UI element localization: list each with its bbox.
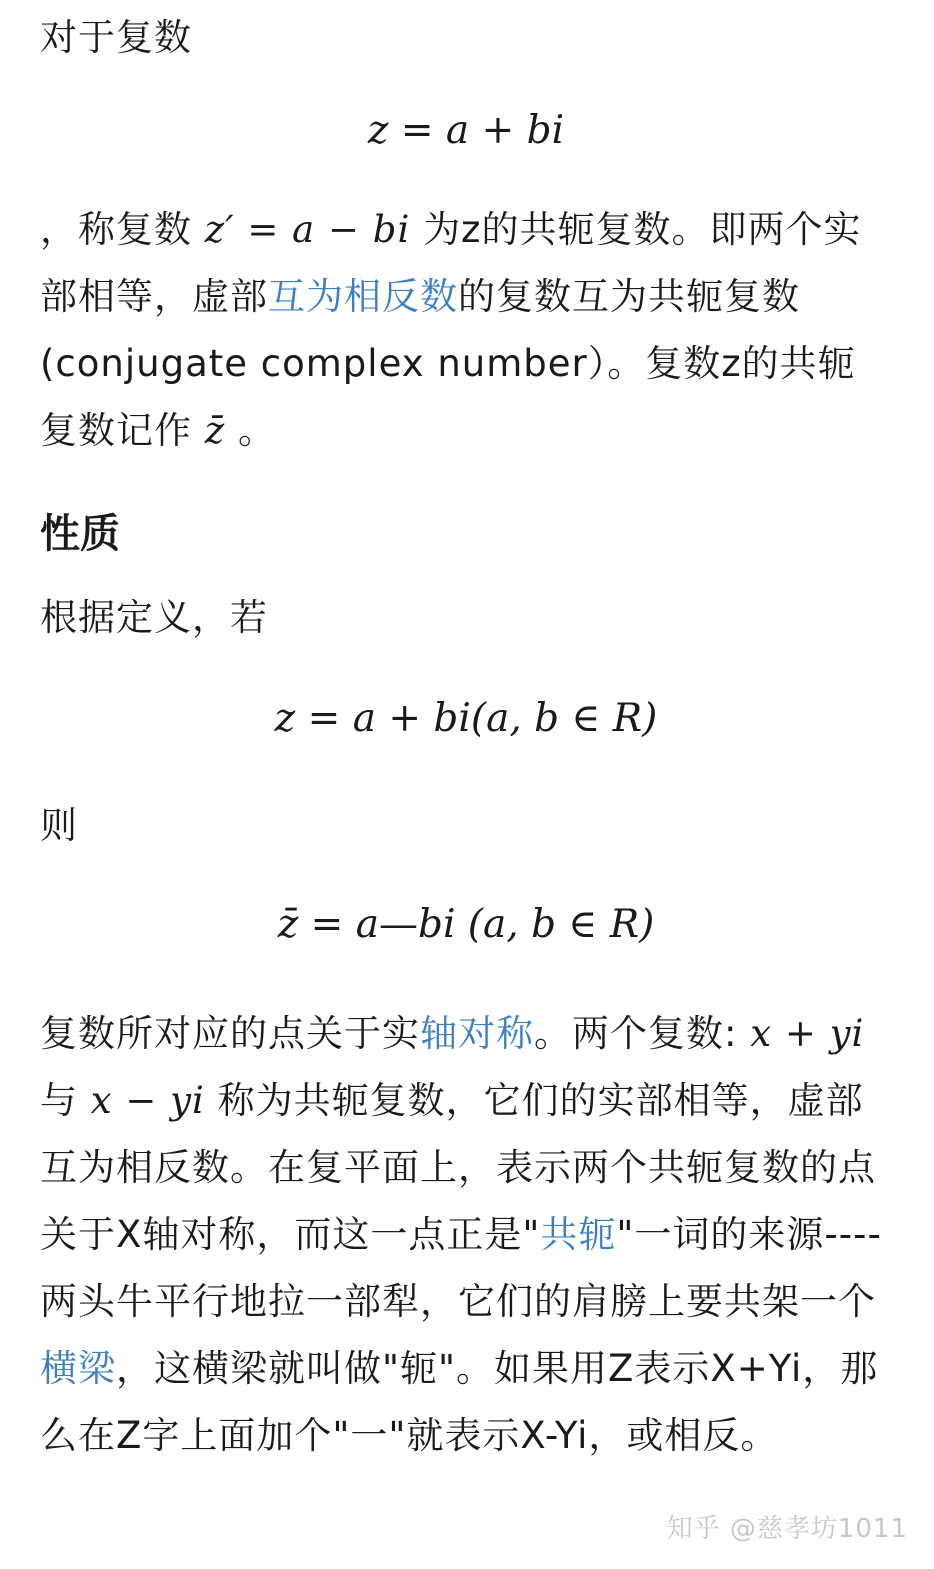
intro-line: 对于复数 [40,16,192,59]
text-segment: 的复数互为共轭复数(conjugate complex number）。复数z的共轭复数记作 [40,275,856,452]
text-segment: 与 [40,1079,78,1122]
equation-2: z = a + bi(a, b ∈ R) [274,696,658,741]
inline-math-zbar: z̄ [204,409,226,452]
text-segment: 为z的共轭复数。即两个实部相等，虚部 [40,208,862,318]
explanation-paragraph [40,1000,892,1469]
inline-math-x-plus-yi: x + yi [750,1012,865,1055]
paragraph-by-definition: 根据定义，若 [40,596,268,639]
text-segment: 复数所对应的点关于实 [40,1012,420,1055]
inline-math-x-minus-yi: x − yi [90,1079,205,1122]
text-segment: "一词的来源----两头牛平行地拉一部犁，它们的肩膀上要共架一个 [40,1213,882,1323]
link-conjugate[interactable]: 共轭 [540,1213,617,1256]
link-axis-symmetry[interactable]: 轴对称 [420,1012,534,1055]
equation-1: z = a + bi [367,108,565,153]
inline-math-conjugate: z′ = a − bi [204,208,411,251]
text-segment: 。两个复数: [534,1012,738,1055]
text-segment: 称为共轭复数，它们的实部相等，虚部互为相反数。在复平面上，表示两个共轭复数的点关于X轴对称，而这一点正是" [40,1079,876,1256]
equation-3: z̄ = a—bi (a, b ∈ R) [277,902,655,947]
zhihu-watermark: 知乎 @慈孝坊1011 [666,1514,908,1544]
text-segment: 。 [238,409,277,452]
link-crossbeam[interactable]: 横梁 [40,1347,116,1390]
text-segment: ，称复数 [40,208,192,251]
link-opposite-numbers[interactable]: 互为相反数 [268,275,458,318]
paragraph-then: 则 [40,804,78,847]
section-heading-properties: 性质 [40,511,120,557]
text-segment: ，这横梁就叫做"轭"。如果用Z表示X+Yi，那么在Z字上面加个"一"就表示X-Yi，或相反。 [40,1347,879,1457]
definition-paragraph [40,196,892,464]
